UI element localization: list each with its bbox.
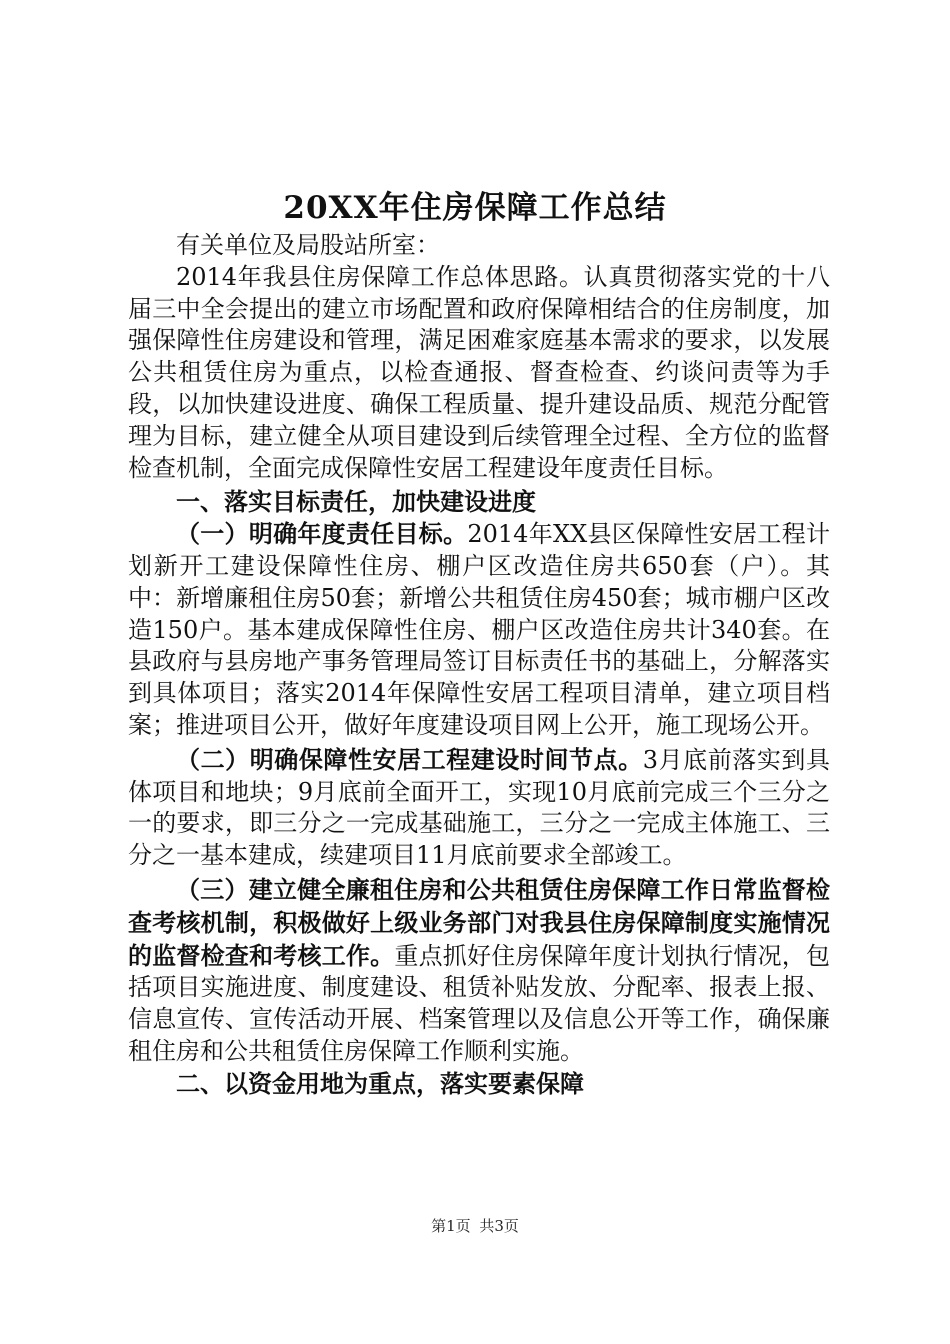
salutation: 有关单位及局股站所室： (176, 231, 440, 259)
item-1-text: 2014年XX县区保障性安居工程计划新开工建设保障性住房、棚户区改造住房共650套（户）。其中：新增廉租住房50套；新增公共租赁住房450套；城市棚户区改造150户。基本建成保障性住房、棚户区改造住房共计340套。在县政府与县房地产事务管理局签订目标责任书的基础上，分解落实到具体项目；落实2014年保障性安居工程项目清单，建立项目档案；推进项目公开，做好年度建设项目网上公开，施工现场公开。 (128, 520, 830, 739)
intro-paragraph: 2014年我县住房保障工作总体思路。认真贯彻落实党的十八届三中全会提出的建立市场配置和政府保障相结合的住房制度，加强保障性住房建设和管理，满足困难家庭基本需求的要求，以发展公共租赁住房为重点，以检查通报、督查检查、约谈问责等为手段，以加快建设进度、确保工程质量、提升建设品质、规范分配管理为目标，建立健全从项目建设到后续管理全过程、全方位的监督检查机制，全面完成保障性安居工程建设年度责任目标。 (128, 262, 830, 482)
item-3-text: 重点抓好住房保障年度计划执行情况，包括项目实施进度、制度建设、租赁补贴发放、分配率、报表上报、信息宣传、宣传活动开展、档案管理以及信息公开等工作，确保廉租住房和公共租赁住房保障工作顺利实施。 (128, 941, 831, 1065)
item-1-paragraph (128, 518, 830, 742)
item-1-lead: （一）明确年度责任目标。 (176, 519, 468, 549)
page-footer (0, 1216, 950, 1236)
document-title: 20XX年住房保障工作总结 (283, 190, 667, 226)
page-number: 第1页 (431, 1217, 471, 1235)
item-2-lead: （二）明确保障性安居工程建设时间节点。 (176, 744, 643, 774)
item-3-paragraph (128, 874, 830, 1068)
page-total: 共3页 (479, 1217, 519, 1235)
item-2-text: 3月底前落实到具体项目和地块；9月底前全面开工，实现10月底前完成三个三分之一的要求，即三分之一完成基础施工，三分之一完成主体施工、三分之一基本建成，续建项目11月底前要求全部竣工。 (128, 745, 830, 870)
item-3-lead: （三）建立健全廉租住房和公共租赁住房保障工作日常监督检查考核机制，积极做好上级业务部门对我县住房保障制度实施情况的监督检查和考核工作。 (128, 874, 830, 970)
section-heading-1: 一、落实目标责任，加快建设进度 (176, 487, 536, 517)
item-2-paragraph (128, 744, 830, 872)
section-heading-2: 二、以资金用地为重点，落实要素保障 (176, 1068, 584, 1098)
document-body (128, 230, 830, 1100)
